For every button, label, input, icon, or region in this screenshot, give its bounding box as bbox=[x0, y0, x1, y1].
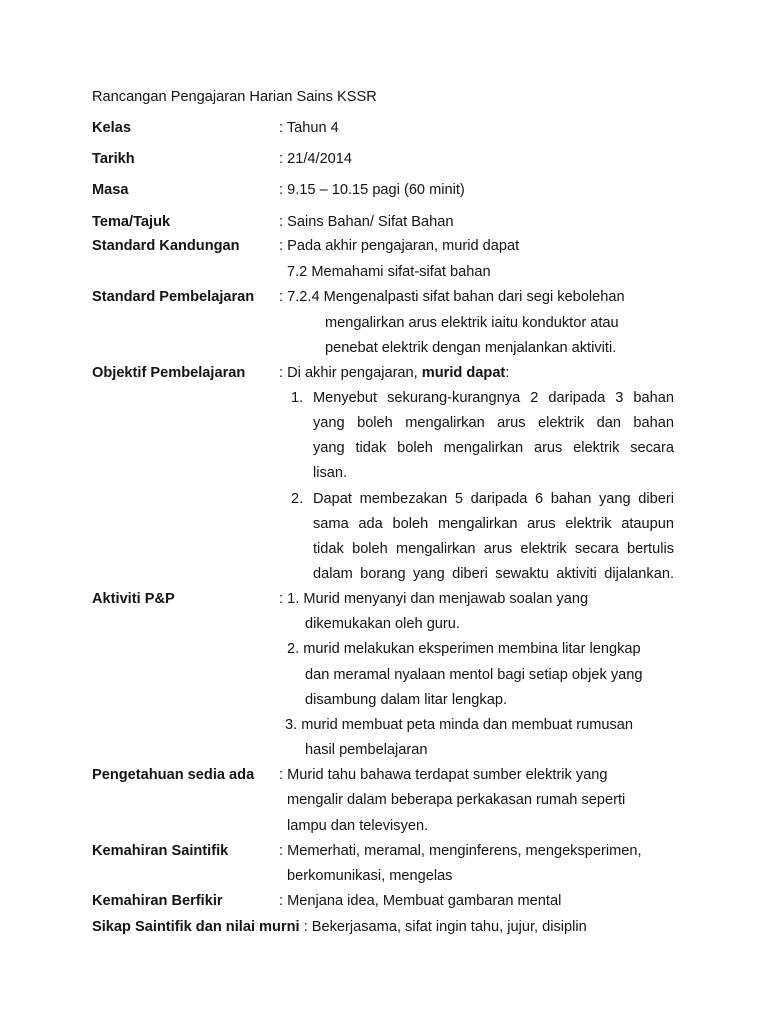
sikap-row bbox=[92, 918, 587, 936]
aktiviti-line: 3. murid membuat peta minda dan membuat rumusan bbox=[285, 717, 633, 733]
objektif-intro-suffix: : bbox=[505, 365, 510, 381]
kemahiran-berfikir-label: Kemahiran Berfikir bbox=[92, 893, 223, 909]
objektif-item-line: Menyebut sekurang-kurangnya 2 daripada 3 bahan bbox=[313, 390, 674, 406]
aktiviti-line: 2. murid melakukan eksperimen membina litar lengkap bbox=[287, 641, 641, 657]
standard-kandungan-label: Standard Kandungan bbox=[92, 238, 240, 254]
pengetahuan-line: lampu dan televisyen. bbox=[287, 818, 429, 834]
objektif-item-line: sama ada boleh mengalirkan arus elektrik ataupun bbox=[313, 516, 674, 532]
kemahiran-saintifik-label: Kemahiran Saintifik bbox=[92, 843, 229, 859]
aktiviti-line: : 1. Murid menyanyi dan menjawab soalan yang bbox=[279, 591, 589, 607]
standard-kandungan-line: : Pada akhir pengajaran, murid dapat bbox=[279, 238, 520, 254]
aktiviti-line: hasil pembelajaran bbox=[305, 742, 428, 758]
objektif-intro bbox=[279, 364, 509, 382]
kelas-label: Kelas bbox=[92, 120, 131, 136]
kelas-value: : Tahun 4 bbox=[279, 120, 339, 136]
objektif-item-line: lisan. bbox=[313, 465, 348, 481]
aktiviti-line: dikemukakan oleh guru. bbox=[305, 616, 460, 632]
objektif-item-line: tidak boleh mengalirkan arus elektrik secara bertulis bbox=[313, 541, 674, 557]
aktiviti-label: Aktiviti P&P bbox=[92, 591, 175, 607]
objektif-item-number: 1. bbox=[291, 390, 304, 406]
objektif-intro-prefix: : Di akhir pengajaran, bbox=[279, 365, 422, 381]
tema-label: Tema/Tajuk bbox=[92, 214, 171, 230]
tema-value: : Sains Bahan/ Sifat Bahan bbox=[279, 214, 454, 230]
objektif-item-line: dalam borang yang diberi sewaktu aktiviti dijalankan. bbox=[313, 566, 674, 582]
aktiviti-line: dan meramal nyalaan mentol bagi setiap objek yang bbox=[305, 667, 643, 683]
standard-pembelajaran-line: mengalirkan arus elektrik iaitu konduktor atau bbox=[325, 315, 619, 331]
pengetahuan-label: Pengetahuan sedia ada bbox=[92, 767, 255, 783]
tarikh-label: Tarikh bbox=[92, 151, 135, 167]
masa-value: : 9.15 – 10.15 pagi (60 minit) bbox=[279, 182, 465, 198]
kemahiran-saintifik-line: : Memerhati, meramal, menginferens, mengeksperimen, bbox=[279, 843, 642, 859]
objektif-item-line: Dapat membezakan 5 daripada 6 bahan yang diberi bbox=[313, 491, 674, 507]
pengetahuan-line: : Murid tahu bahawa terdapat sumber elektrik yang bbox=[279, 767, 608, 783]
aktiviti-line: disambung dalam litar lengkap. bbox=[305, 692, 507, 708]
pengetahuan-line: mengalir dalam beberapa perkakasan rumah seperti bbox=[287, 792, 626, 808]
standard-pembelajaran-line: penebat elektrik dengan menjalankan aktiviti. bbox=[325, 340, 617, 356]
masa-label: Masa bbox=[92, 182, 129, 198]
objektif-intro-bold: murid dapat bbox=[421, 365, 506, 381]
document-title: Rancangan Pengajaran Harian Sains KSSR bbox=[92, 89, 377, 105]
sikap-value: : Bekerjasama, sifat ingin tahu, jujur, disiplin bbox=[299, 919, 587, 935]
standard-pembelajaran-line: : 7.2.4 Mengenalpasti sifat bahan dari segi kebolehan bbox=[279, 289, 625, 305]
kemahiran-saintifik-line: berkomunikasi, mengelas bbox=[287, 868, 453, 884]
objektif-label: Objektif Pembelajaran bbox=[92, 365, 246, 381]
standard-pembelajaran-label: Standard Pembelajaran bbox=[92, 289, 255, 305]
objektif-item-line: yang boleh mengalirkan arus elektrik dan bahan bbox=[313, 415, 674, 431]
objektif-item-number: 2. bbox=[291, 491, 304, 507]
standard-kandungan-line: 7.2 Memahami sifat-sifat bahan bbox=[287, 264, 491, 280]
kemahiran-berfikir-value: : Menjana idea, Membuat gambaran mental bbox=[279, 893, 562, 909]
tarikh-value: : 21/4/2014 bbox=[279, 151, 353, 167]
objektif-item-line: yang tidak boleh mengalirkan arus elektrik secara bbox=[313, 440, 674, 456]
sikap-label: Sikap Saintifik dan nilai murni bbox=[92, 919, 300, 935]
